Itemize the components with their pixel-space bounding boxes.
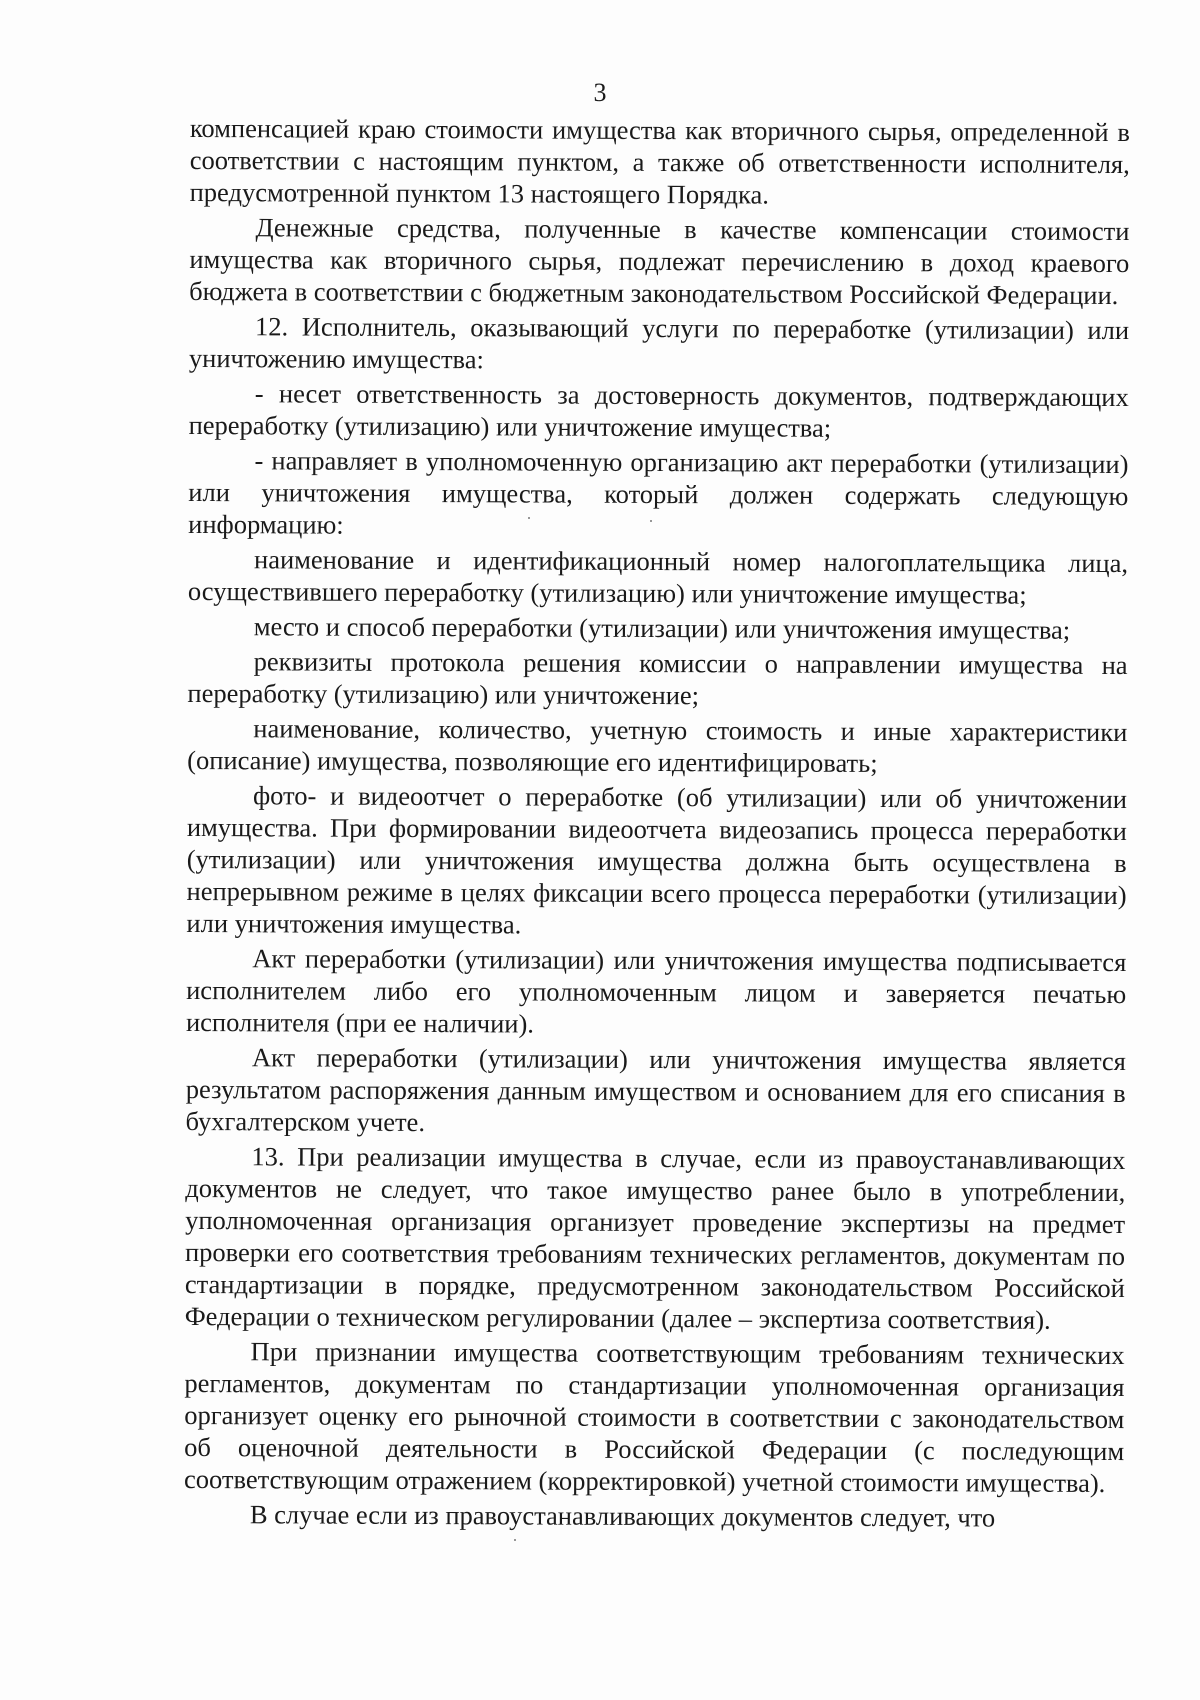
paragraph-market-value: При признании имущества соответствующим требованиям технических регламентов, документам по стандартизации уполномоченная организация организует оценку его рыночной стоимости в соответствии с законодательством об оценочной деятельности в Российской Федерации (с последующим соответствующим отражением (корректировкой) учетной стоимости имущества).	[183, 1336, 1125, 1499]
paragraph-responsibility: - несет ответственность за достоверность документов, подтверждающих переработку (утилизацию) или уничтожение имущества;	[188, 378, 1129, 443]
paragraph-act-signing: Акт переработки (утилизации) или уничтожения имущества подписывается исполнителем либо его уполномоченным лицом и заверяется печатью исполнителя (при ее наличии).	[185, 943, 1127, 1039]
scan-speck	[514, 1539, 516, 1541]
paragraph-act-result: Акт переработки (утилизации) или уничтожения имущества является результатом распоряжения данным имуществом и основанием для его списания в бухгалтерском учете.	[185, 1042, 1126, 1138]
paragraph-info-place: место и способ переработки (утилизации) или уничтожения имущества;	[253, 611, 1071, 645]
page-number: 3	[593, 78, 607, 107]
paragraph-info-description: наименование, количество, учетную стоимость и иные характеристики (описание) имущества, позволяющие его идентифицировать;	[187, 713, 1128, 779]
scan-speck	[528, 517, 530, 519]
paragraph-clause-12: 12. Исполнитель, оказывающий услуги по переработке (утилизации) или уничтожению имущества:	[188, 311, 1130, 375]
scan-speck	[650, 520, 652, 522]
paragraph-info-name-inn: наименование и идентификационный номер налогоплательщика лица, осуществившего переработку (утилизацию) или уничтожение имущества;	[187, 544, 1129, 610]
paragraph-clause-13: 13. При реализации имущества в случае, если из правоустанавливающих документов не следует, что такое имущество ранее было в употреблении, уполномоченная организация организует проведение экспертизы на предмет проверки его соответствия требованиям технических регламентов, документам по стандартизации в порядке, предусмотренном законодательством Российской Федерации о техническом регулировании (далее – экспертиза соответствия).	[184, 1141, 1126, 1335]
paragraph-act-sending: - направляет в уполномоченную организацию акт переработки (утилизации) или уничтожения имущества, который должен содержать следующую информацию:	[188, 445, 1129, 540]
paragraph-continuation: компенсацией краю стоимости имущества как вторичного сырья, определенной в соответствии с настоящим пунктом, а также об ответственности исполнителя, предусмотренной пунктом 13 настоящего Порядка.	[189, 112, 1130, 210]
document-body	[184, 112, 1130, 1537]
paragraph-info-protocol: реквизиты протокола решения комиссии о направлении имущества на переработку (утилизацию) или уничтожение;	[187, 646, 1128, 711]
paragraph-info-video: фото- и видеоотчет о переработке (об утилизации) или об уничтожении имущества. При формировании видеоотчета видеозапись процесса переработки (утилизации) или уничтожения имущества должна быть осуществлена в непрерывном режиме в целях фиксации всего процесса переработки (утилизации) или уничтожения имущества.	[186, 780, 1128, 940]
paragraph-case-used: В случае если из правоустанавливающих документов следует, что	[249, 1499, 996, 1533]
paragraph-funds: Денежные средства, полученные в качестве компенсации стоимости имущества как вторичного сырья, подлежат перечислению в доход краевого бюджета в соответствии с бюджетным законодательством Российской Федерации.	[189, 212, 1130, 311]
